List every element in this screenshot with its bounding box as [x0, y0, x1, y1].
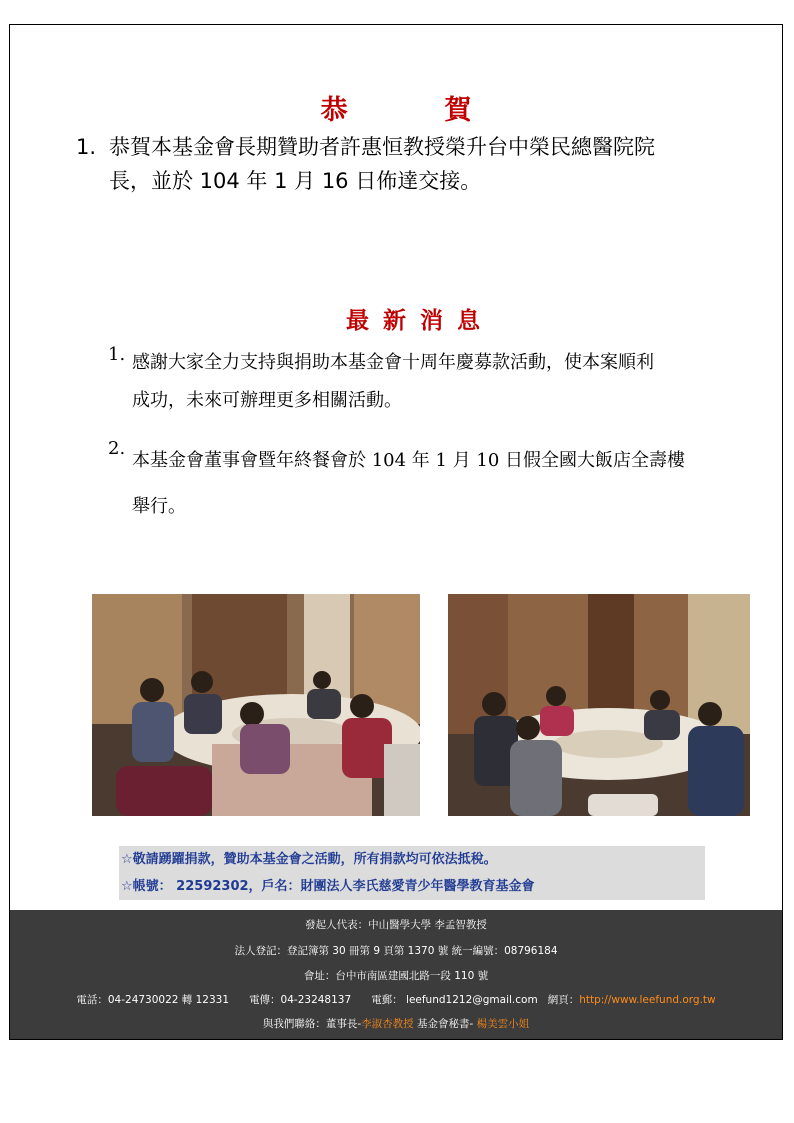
- donation-appeal: ☆敬請踴躍捐款，贊助本基金會之活動，所有捐款均可依法抵稅。: [121, 852, 497, 867]
- news-item: [108, 344, 758, 420]
- news-item-line: 成功，未來可辦理更多相關活動。: [132, 390, 402, 411]
- footer-contact-line: [10, 992, 782, 1007]
- footer-contact-label: 與我們聯絡：董事長-: [262, 1018, 362, 1030]
- item-number: 1.: [76, 135, 97, 159]
- footer-fax: 電傳：04-23248137: [249, 994, 352, 1006]
- account-label: ☆帳號：: [121, 879, 172, 894]
- news-item-number: 1.: [108, 344, 126, 365]
- news-title: 最 新 消 息: [345, 308, 481, 334]
- footer-website-link[interactable]: http://www.leefund.org.tw: [579, 994, 716, 1006]
- footer: [10, 910, 782, 1039]
- title-char-2: 賀: [444, 95, 474, 126]
- dinner-photo-left: [92, 594, 420, 816]
- footer-secretary: 楊美雲小姐: [473, 1018, 530, 1030]
- account-info: 22592302，戶名：財團法人李氏慈愛青少年醫學教育基金會: [171, 879, 535, 894]
- footer-email[interactable]: 電郵： leefund1212@gmail.com: [371, 994, 538, 1006]
- congratulations-item: [76, 130, 756, 198]
- footer-chairman: 李淑杏教授: [361, 1018, 414, 1030]
- footer-registration: 法人登記：登記簿第 30 冊第 9 頁第 1370 號 統一編號：08796184: [234, 945, 558, 957]
- footer-web-label: 網頁：: [547, 994, 580, 1006]
- congratulations-line-1: 恭賀本基金會長期贊助者許惠恒教授榮升台中榮民總醫院院: [109, 135, 655, 159]
- news-item-line: 本基金會董事會暨年終餐會於 104 年 1 月 10 日假全國大飯店全壽樓: [132, 450, 686, 471]
- footer-address: 會址：台中市南區建國北路一段 110 號: [303, 970, 489, 982]
- footer-secretary-label: 基金會秘書-: [413, 1018, 474, 1030]
- congratulations-line-2: 長，並於 104 年 1 月 16 日佈達交接。: [109, 169, 482, 193]
- footer-liaison-line: [10, 1016, 782, 1031]
- news-item-line: 舉行。: [132, 496, 186, 517]
- news-item-number: 2.: [108, 438, 126, 459]
- news-item: [108, 438, 758, 530]
- footer-founder: 發起人代表：中山醫學大學 李孟智教授: [305, 919, 487, 931]
- news-item-line: 感謝大家全力支持與捐助本基金會十周年慶募款活動，使本案順利: [132, 352, 654, 373]
- congratulations-title: [0, 88, 794, 127]
- title-char-1: 恭: [320, 95, 350, 126]
- dinner-photo-right: [448, 594, 750, 816]
- donation-box: [119, 846, 705, 900]
- footer-phone: 電話：04-24730022 轉 12331: [76, 994, 230, 1006]
- news-list: [108, 344, 758, 530]
